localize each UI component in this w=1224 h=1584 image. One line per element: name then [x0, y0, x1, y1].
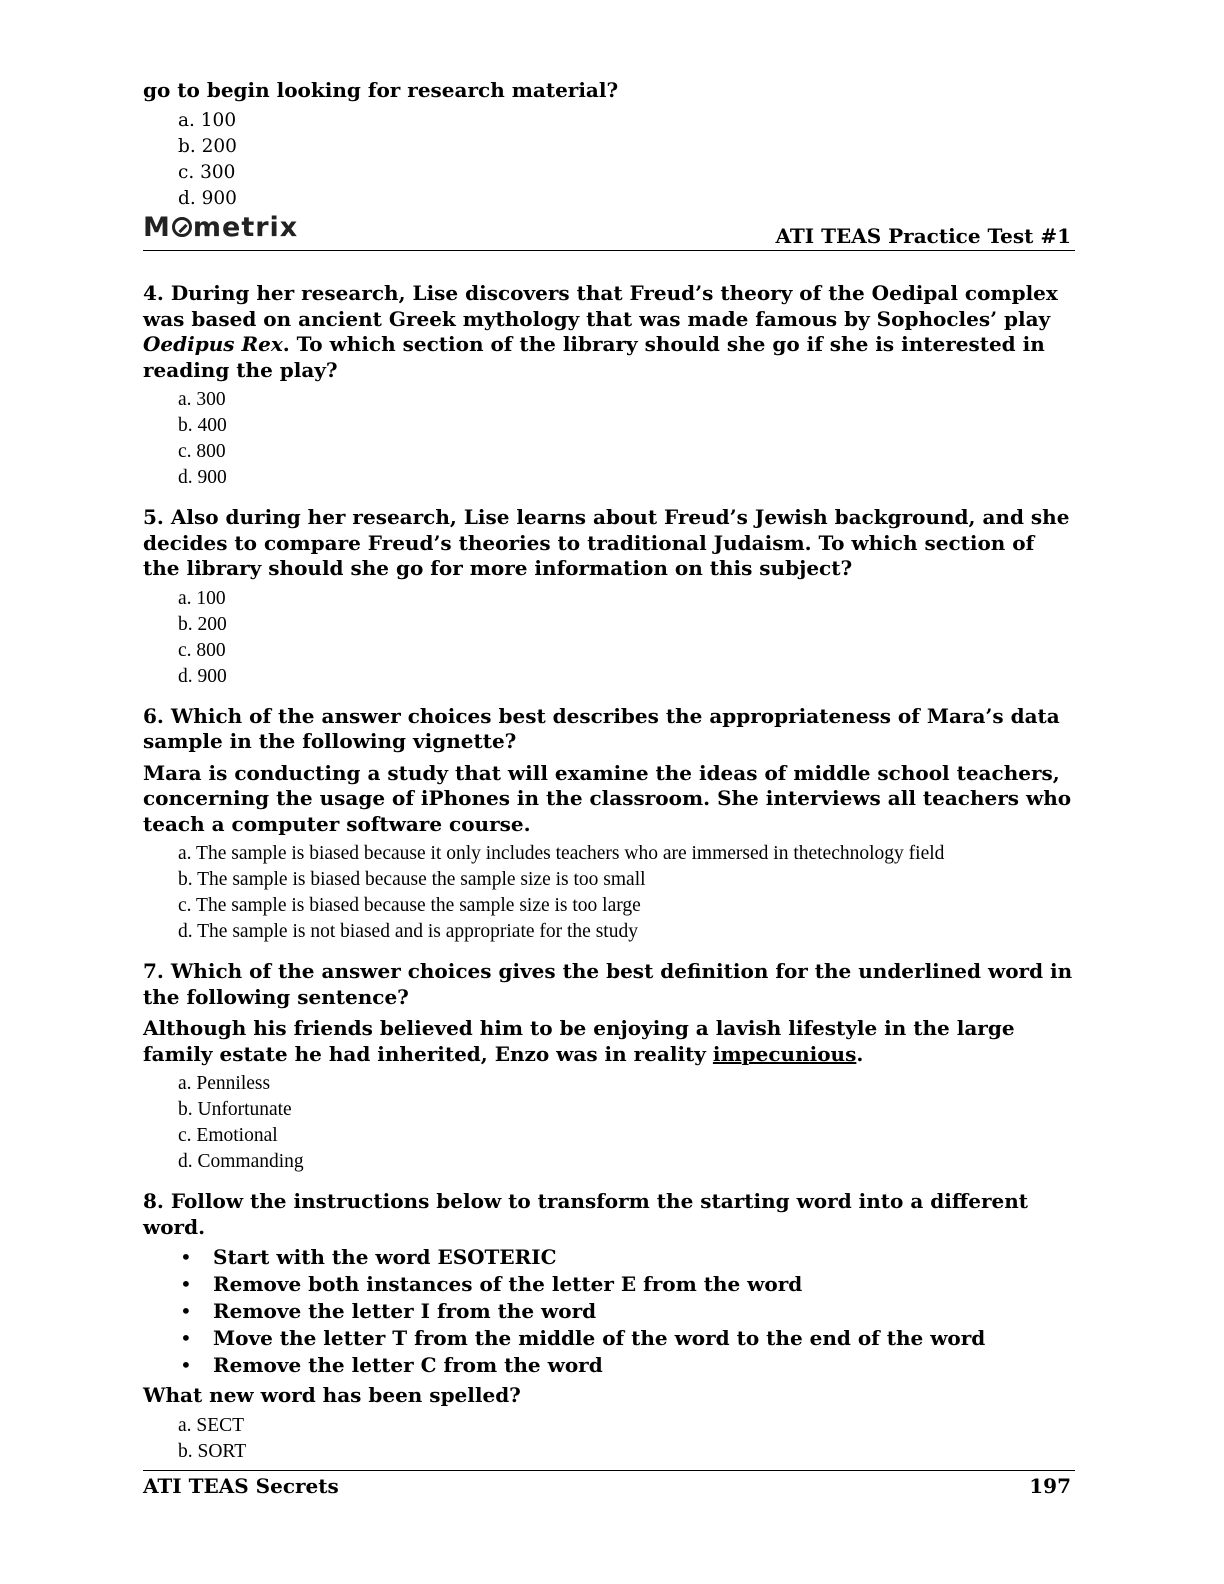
option[interactable]: a. The sample is biased because it only includes teachers who are immersed in thetechnology field	[178, 843, 945, 864]
questions	[143, 281, 1075, 1479]
option[interactable]: d. Commanding	[178, 1151, 304, 1172]
option[interactable]: b. 200	[178, 613, 227, 635]
question-4-text: 4. During her research, Lise discovers that Freud’s theory of the Oedipal complex was based on ancient Greek mythology that was made famous by Sophocles’ play Oedipus Rex. To which section of the library should she go if she is interested in reading the play?	[143, 281, 1058, 382]
question-8-text: 8. Follow the instructions below to transform the starting word into a different word.	[143, 1189, 1028, 1239]
option[interactable]: a. 100	[178, 109, 237, 131]
instruction-item: • Start with the word ESOTERIC	[180, 1245, 557, 1269]
logo-check-icon	[172, 217, 192, 237]
option[interactable]: b. SORT	[178, 1440, 247, 1462]
option[interactable]: b. The sample is biased because the sample size is too small	[178, 869, 646, 890]
bullet-icon: •	[180, 1245, 192, 1269]
option[interactable]: d. 900	[178, 467, 227, 488]
instruction-item: • Remove the letter C from the word	[180, 1353, 603, 1377]
option[interactable]: c. Emotional	[178, 1125, 278, 1146]
option[interactable]: a. SECT	[178, 1414, 245, 1436]
question-8	[143, 1189, 1075, 1465]
instruction-item: • Remove both instances of the letter E from the word	[180, 1272, 803, 1296]
page-number: 197	[1029, 1474, 1071, 1498]
question-3-options	[178, 108, 1075, 212]
mometrix-logo: M metrix	[143, 212, 299, 243]
option[interactable]: d. 900	[178, 187, 237, 209]
bullet-icon: •	[180, 1272, 192, 1296]
question-7-options	[178, 1071, 1075, 1175]
page-footer	[143, 1470, 1075, 1498]
question-4	[143, 281, 1075, 491]
underlined-word: impecunious	[712, 1041, 857, 1066]
option[interactable]: b. 200	[178, 135, 237, 157]
option[interactable]: b. Unfortunate	[178, 1099, 292, 1120]
question-7	[143, 959, 1075, 1175]
question-8-options	[178, 1413, 1075, 1465]
book-title: ATI TEAS Secrets	[143, 1474, 339, 1498]
header-title: ATI TEAS Practice Test #1	[775, 224, 1071, 248]
option[interactable]: c. 800	[178, 441, 226, 462]
instruction-item: • Move the letter T from the middle of the word to the end of the word	[180, 1326, 986, 1350]
question-3-text: go to begin looking for research material?	[143, 78, 619, 102]
bullet-icon: •	[180, 1326, 192, 1350]
question-5-text: 5. Also during her research, Lise learns about Freud’s Jewish background, and she decides to compare Freud’s theories to traditional Judaism. To which section of the library should she go for more information on this subject?	[143, 505, 1070, 580]
question-6-options	[178, 841, 1075, 945]
question-3-tail	[143, 78, 1075, 212]
question-6-vignette: Mara is conducting a study that will examine the ideas of middle school teachers, concerning the usage of iPhones in the classroom. She interviews all teachers who teach a computer software course.	[143, 760, 1072, 836]
option[interactable]: d. The sample is not biased and is appropriate for the study	[178, 921, 638, 942]
bullet-icon: •	[180, 1353, 192, 1377]
bullet-icon: •	[180, 1299, 192, 1323]
option[interactable]: a. 300	[178, 389, 226, 410]
question-8-prompt: What new word has been spelled?	[143, 1383, 521, 1407]
question-4-options	[178, 387, 1075, 491]
question-7-sentence: Although his friends believed him to be enjoying a lavish lifestyle in the large family estate he had inherited, Enzo was in reality impecunious.	[143, 1016, 1015, 1066]
option[interactable]: c. 800	[178, 639, 226, 661]
option[interactable]: b. 400	[178, 415, 227, 436]
option[interactable]: c. 300	[178, 161, 236, 183]
instruction-item: • Remove the letter I from the word	[180, 1299, 597, 1323]
question-7-text: 7. Which of the answer choices gives the best definition for the underlined word in the following sentence?	[143, 959, 1073, 1009]
question-8-instructions	[178, 1244, 1075, 1379]
page-header	[143, 212, 1075, 251]
option[interactable]: a. 100	[178, 587, 226, 609]
question-5-options	[178, 586, 1075, 690]
option[interactable]: c. The sample is biased because the sample size is too large	[178, 895, 641, 916]
question-6	[143, 704, 1075, 946]
question-5	[143, 505, 1075, 690]
option[interactable]: d. 900	[178, 665, 227, 687]
option[interactable]: a. Penniless	[178, 1073, 271, 1094]
question-6-text: 6. Which of the answer choices best describes the appropriateness of Mara’s data sample in the following vignette?	[143, 703, 1060, 753]
